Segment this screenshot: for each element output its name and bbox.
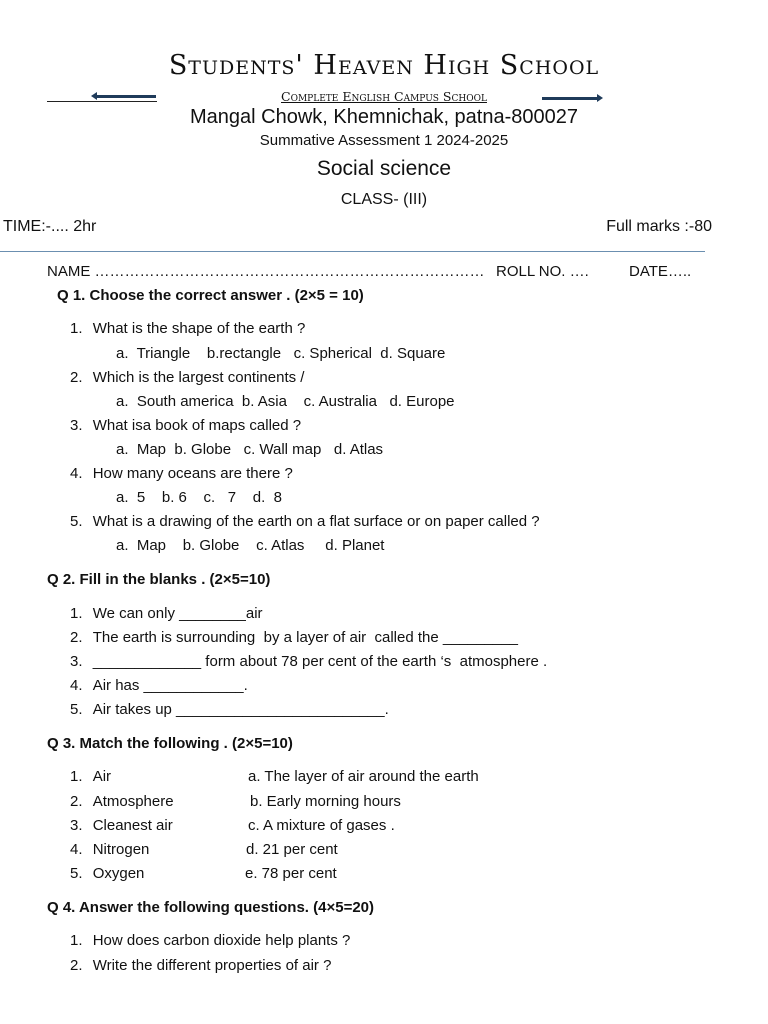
q4-item-2	[70, 957, 331, 974]
q2-item-2	[70, 629, 518, 646]
match-left: Air	[92, 768, 112, 785]
blank-text: Air has ____________.	[92, 677, 248, 694]
q2-item-3	[70, 653, 547, 670]
exam-time: TIME:-.... 2hr	[3, 218, 97, 235]
blank-text: We can only ________air	[92, 605, 263, 622]
blank-text: _____________ form about 78 per cent of the earth ‘s atmosphere .	[92, 653, 548, 670]
blank-text: Air takes up _________________________.	[92, 701, 389, 718]
question-text: Which is the largest continents /	[92, 369, 305, 386]
q3-match-a: a. The layer of air around the earth	[248, 768, 479, 785]
match-left: Atmosphere	[92, 793, 174, 810]
match-left: Nitrogen	[92, 841, 150, 858]
q3-match-e: e. 78 per cent	[245, 865, 337, 882]
q1-item-1	[70, 320, 305, 337]
item-number: 3.	[70, 817, 83, 834]
student-name-field: NAME ……………………………………………………………………	[47, 263, 485, 280]
item-number: 1.	[70, 605, 83, 622]
blank-text: The earth is surrounding by a layer of air called the _________	[92, 629, 518, 646]
match-left: Oxygen	[92, 865, 145, 882]
q3-item-5	[70, 865, 144, 882]
item-number: 3.	[70, 417, 83, 434]
school-name: Students' Heaven High School	[168, 50, 600, 81]
match-left: Cleanest air	[92, 817, 173, 834]
q3-item-2	[70, 793, 174, 810]
q3-match-b: b. Early morning hours	[250, 793, 401, 810]
q1-item-4-options: a. 5 b. 6 c. 7 d. 8	[116, 489, 282, 506]
q3-item-4	[70, 841, 149, 858]
q1-item-3-options: a. Map b. Globe c. Wall map d. Atlas	[116, 441, 384, 458]
question-text: What is the shape of the earth ?	[92, 320, 306, 337]
q4-item-1	[70, 932, 350, 949]
q1-item-4	[70, 465, 293, 482]
q1-item-5-options: a. Map b. Globe c. Atlas d. Planet	[116, 537, 385, 554]
q3-item-1	[70, 768, 111, 785]
right-arrow-ornament	[542, 97, 598, 100]
question-text: Write the different properties of air ?	[92, 957, 332, 974]
roll-number-field: ROLL NO. ….	[496, 263, 589, 280]
item-number: 2.	[70, 793, 83, 810]
item-number: 1.	[70, 768, 83, 785]
q1-item-3	[70, 417, 301, 434]
item-number: 1.	[70, 932, 83, 949]
q1-heading: Q 1. Choose the correct answer . (2×5 = 10)	[57, 287, 364, 304]
item-number: 2.	[70, 369, 83, 386]
question-text: What is a drawing of the earth on a flat surface or on paper called ?	[92, 513, 540, 530]
q1-item-5	[70, 513, 540, 530]
q3-item-3	[70, 817, 173, 834]
q4-heading: Q 4. Answer the following questions. (4×5=20)	[47, 899, 375, 916]
subject-title: Social science	[316, 157, 452, 180]
q3-heading: Q 3. Match the following . (2×5=10)	[47, 735, 293, 752]
q3-match-d: d. 21 per cent	[246, 841, 338, 858]
item-number: 1.	[70, 320, 83, 337]
item-number: 2.	[70, 957, 83, 974]
item-number: 5.	[70, 865, 83, 882]
question-text: How many oceans are there ?	[92, 465, 293, 482]
item-number: 4.	[70, 465, 83, 482]
school-tagline: Complete English Campus School	[281, 89, 487, 104]
school-address: Mangal Chowk, Khemnichak, patna-800027	[189, 106, 579, 128]
header-divider	[0, 251, 705, 252]
date-field: DATE…..	[629, 263, 692, 280]
q2-item-1	[70, 605, 263, 622]
q2-item-4	[70, 677, 248, 694]
assessment-title: Summative Assessment 1 2024-2025	[259, 132, 509, 149]
q1-item-1-options: a. Triangle b.rectangle c. Spherical d. Square	[116, 345, 446, 362]
q1-item-2	[70, 369, 304, 386]
item-number: 5.	[70, 513, 83, 530]
q1-item-2-options: a. South america b. Asia c. Australia d. Europe	[116, 393, 455, 410]
item-number: 2.	[70, 629, 83, 646]
item-number: 4.	[70, 677, 83, 694]
q2-item-5	[70, 701, 389, 718]
question-text: How does carbon dioxide help plants ?	[92, 932, 351, 949]
full-marks: Full marks :-80	[606, 218, 712, 235]
class-label: CLASS- (III)	[340, 191, 428, 208]
item-number: 3.	[70, 653, 83, 670]
item-number: 5.	[70, 701, 83, 718]
item-number: 4.	[70, 841, 83, 858]
q3-match-c: c. A mixture of gases .	[248, 817, 395, 834]
question-text: What isa book of maps called ?	[92, 417, 302, 434]
q2-heading: Q 2. Fill in the blanks . (2×5=10)	[47, 571, 271, 588]
